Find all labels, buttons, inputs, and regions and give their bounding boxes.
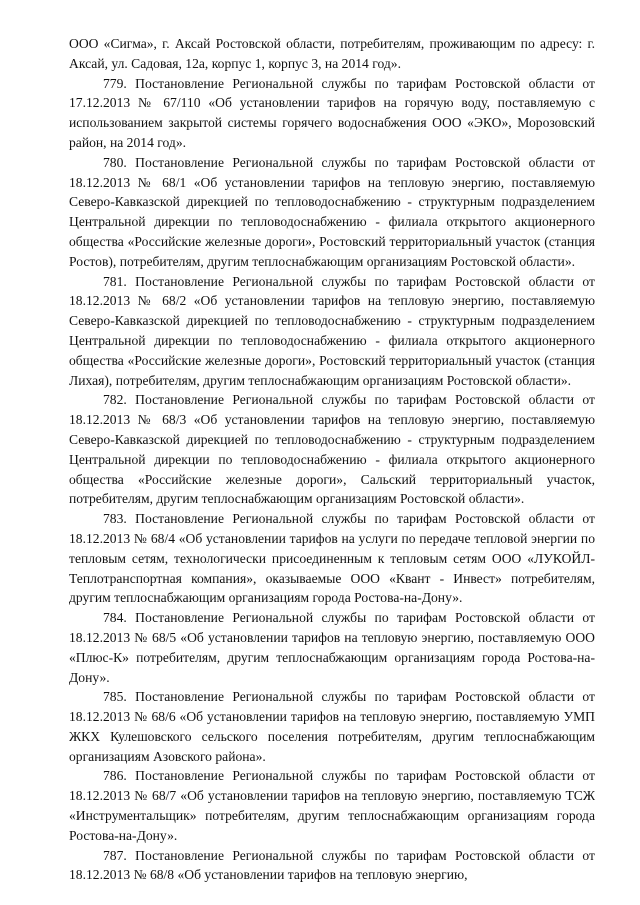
paragraph-780: 780. Постановление Региональной службы по тарифам Ростовской области от 18.12.2013 № 68/1 «Об установлении тарифов на тепловую энергию, поставляемую Северо-Кавказской дирекцией по тепловодоснабжению - структурным подразделением Центральной дирекции по тепловодоснабжению - филиала открытого акционерного общества «Российские железные дороги», Ростовский территориальный участок (станция Ростов), потребителям, другим теплоснабжающим организациям Ростовской области». bbox=[69, 154, 595, 269]
paragraph-783: 783. Постановление Региональной службы по тарифам Ростовской области от 18.12.2013 № 68/4 «Об установлении тарифов на услуги по передаче тепловой энергии по тепловым сетям, технологически присоединенным к тепловым сетям ООО «ЛУКОЙЛ-Теплотранспортная компания», оказываемые ООО «Квант - Инвест» потребителям, другим теплоснабжающим организациям города Ростова-на-Дону». bbox=[69, 511, 595, 606]
paragraph-779: 779. Постановление Региональной службы по тарифам Ростовской области от 17.12.2013 № 67/110 «Об установлении тарифов на горячую воду, поставляемую с использованием закрытой системы горячего водоснабжения ООО «ЭКО», Морозовский район, на 2014 год». bbox=[69, 75, 595, 150]
paragraph-continuation: ООО «Сигма», г. Аксай Ростовской области, потребителям, проживающим по адресу: г. Аксай, ул. Садовая, 12а, корпус 1, корпус 3, на 2014 год». bbox=[69, 36, 595, 71]
paragraph-786: 786. Постановление Региональной службы по тарифам Ростовской области от 18.12.2013 № 68/7 «Об установлении тарифов на тепловую энергию, поставляемую ТСЖ «Инструментальщик» потребителям, другим теплоснабжающим организациям города Ростова-на-Дону». bbox=[69, 768, 595, 843]
paragraph-782: 782. Постановление Региональной службы по тарифам Ростовской области от 18.12.2013 № 68/3 «Об установлении тарифов на тепловую энергию, поставляемую Северо-Кавказской дирекцией по тепловодоснабжению - структурным подразделением Центральной дирекции по тепловодоснабжению - филиала открытого акционерного общества «Российские железные дороги», Сальский территориальный участок, потребителям, другим теплоснабжающим организациям Ростовской области». bbox=[69, 392, 595, 507]
paragraph-787: 787. Постановление Региональной службы по тарифам Ростовской области от 18.12.2013 № 68/8 «Об установлении тарифов на тепловую энергию, bbox=[69, 847, 595, 883]
paragraph-784: 784. Постановление Региональной службы по тарифам Ростовской области от 18.12.2013 № 68/5 «Об установлении тарифов на тепловую энергию, поставляемую ООО «Плюс-К» потребителям, другим теплоснабжающим организациям города Ростова-на-Дону». bbox=[69, 610, 595, 685]
paragraph-785: 785. Постановление Региональной службы по тарифам Ростовской области от 18.12.2013 № 68/6 «Об установлении тарифов на тепловую энергию, поставляемую УМП ЖКХ Кулешовского сельского поселения потребителям, другим теплоснабжающим организациям Азовского района». bbox=[69, 689, 595, 764]
paragraph-781: 781. Постановление Региональной службы по тарифам Ростовской области от 18.12.2013 № 68/2 «Об установлении тарифов на тепловую энергию, поставляемую Северо-Кавказской дирекцией по тепловодоснабжению - структурным подразделением Центральной дирекции по тепловодоснабжению - филиала открытого акционерного общества «Российские железные дороги», Ростовский территориальный участок (станция Лихая), потребителям, другим теплоснабжающим организациям Ростовской области». bbox=[69, 273, 595, 388]
document-page bbox=[69, 34, 595, 885]
